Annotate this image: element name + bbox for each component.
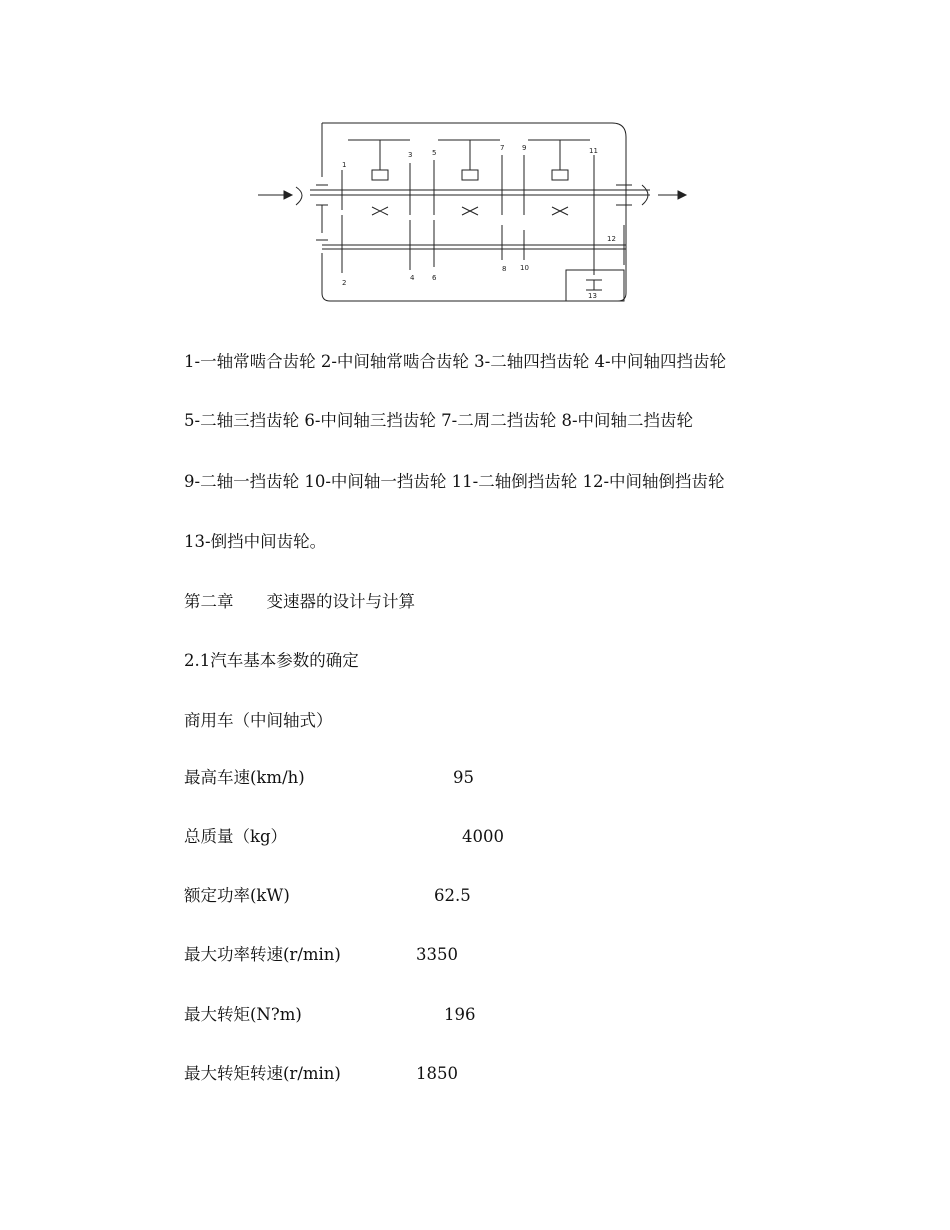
- vehicle-type: 商用车（中间轴式）: [184, 711, 333, 730]
- synchronizer-2: [462, 170, 478, 180]
- gear-label: 1: [342, 161, 347, 169]
- legend-line: 1-一轴常啮合齿轮 2-中间轴常啮合齿轮 3-二轴四挡齿轮 4-中间轴四挡齿轮: [184, 352, 727, 371]
- gear-label: 12: [607, 235, 616, 243]
- param-label: 最高车速(km/h): [184, 768, 305, 787]
- synchronizer-1: [372, 170, 388, 180]
- gear-label: 5: [432, 149, 437, 157]
- legend-line: 13-倒挡中间齿轮。: [184, 532, 327, 551]
- housing-outline: [322, 123, 626, 301]
- gear-label: 2: [342, 279, 347, 287]
- legend-line: 9-二轴一挡齿轮 10-中间轴一挡齿轮 11-二轴倒挡齿轮 12-中间轴倒挡齿轮: [184, 472, 725, 491]
- param-label: 额定功率(kW): [184, 886, 290, 905]
- param-value: 3350: [416, 945, 458, 964]
- param-label: 最大功率转速(r/min): [184, 945, 341, 964]
- gear-label: 3: [408, 151, 413, 159]
- param-label: 最大转矩转速(r/min): [184, 1064, 341, 1083]
- param-value: 1850: [416, 1064, 458, 1083]
- gear-label: 4: [410, 274, 415, 282]
- gear-label: 7: [500, 144, 505, 152]
- chapter-heading: 第二章 变速器的设计与计算: [184, 592, 415, 611]
- param-value: 4000: [462, 827, 504, 846]
- synchronizer-3: [552, 170, 568, 180]
- gear-label: 6: [432, 274, 437, 282]
- gear-label: 10: [520, 264, 529, 272]
- param-value: 62.5: [434, 886, 471, 905]
- gear-label: 8: [502, 265, 507, 273]
- gear-label: 9: [522, 144, 527, 152]
- input-rotation: [296, 187, 302, 205]
- gear-label: 11: [589, 147, 598, 155]
- param-value: 95: [453, 768, 474, 787]
- param-value: 196: [444, 1005, 476, 1024]
- param-label: 总质量（kg）: [184, 827, 288, 846]
- legend-line: 5-二轴三挡齿轮 6-中间轴三挡齿轮 7-二周二挡齿轮 8-中间轴二挡齿轮: [184, 411, 694, 430]
- gear-label: 13: [588, 292, 597, 300]
- gearbox-diagram: [250, 115, 690, 310]
- section-heading: 2.1汽车基本参数的确定: [184, 651, 359, 670]
- param-label: 最大转矩(N?m): [184, 1005, 302, 1024]
